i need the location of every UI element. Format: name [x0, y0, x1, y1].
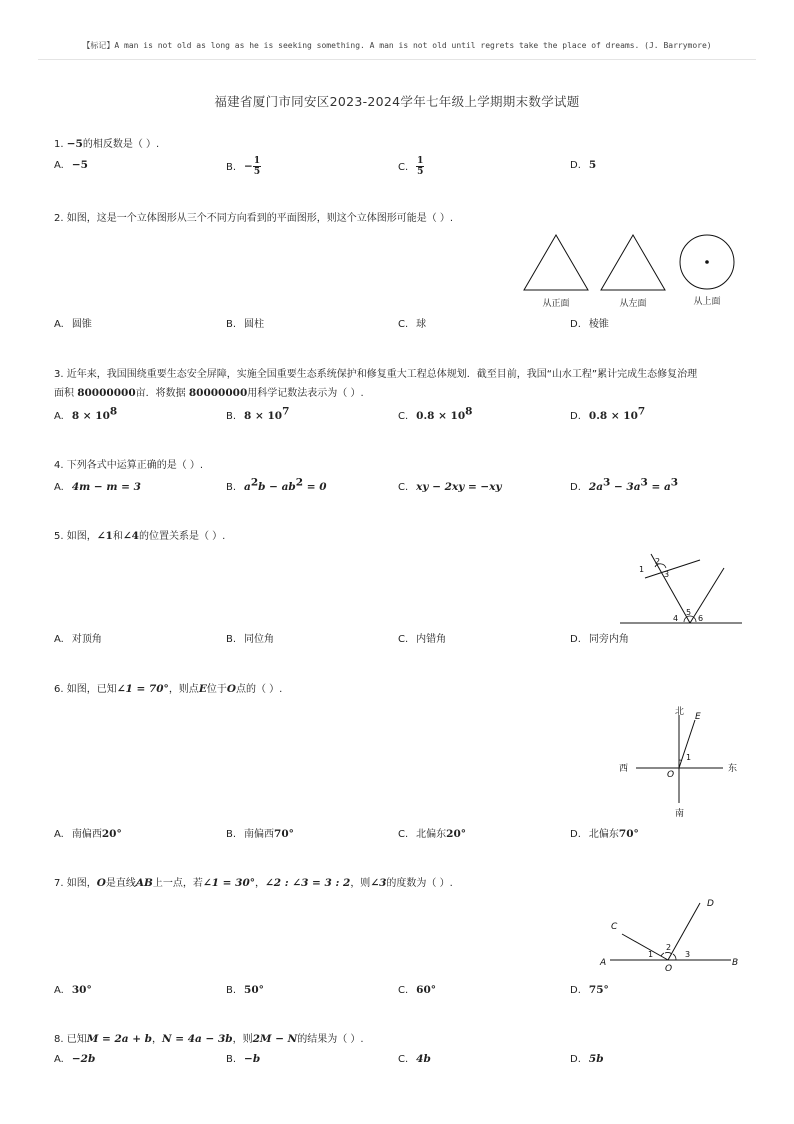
- angle-2-label: 2: [666, 943, 672, 952]
- question-2: 2. 如图，这是一个立体图形从三个不同方向看到的平面图形，则这个立体图形可能是（ ）.: [54, 213, 454, 224]
- point-C-label: C: [611, 922, 618, 932]
- point-O-label: O: [665, 964, 673, 974]
- option-b[interactable]: B. $a^2b - ab^2 = 0$: [226, 476, 327, 493]
- top-view-center-dot: [705, 260, 709, 264]
- question-1-options: [54, 156, 744, 177]
- question-5-options: [54, 631, 744, 649]
- question-8-options: [54, 1050, 744, 1068]
- option-c[interactable]: C. 球: [398, 319, 427, 330]
- ray-OD: [668, 903, 700, 960]
- angle-label-3: 3: [664, 570, 670, 579]
- angle-label-1: 1: [639, 565, 645, 574]
- option-c[interactable]: C. $0.8 \times 10^8$: [398, 405, 473, 422]
- option-a[interactable]: A. 30°: [54, 984, 92, 996]
- question-6-options: [54, 825, 744, 843]
- question-3-line-2: 面积 80000000亩．将数据 80000000用科学记数法表示为（ ）.: [54, 387, 364, 399]
- option-d[interactable]: D. 北偏东70°: [570, 828, 639, 840]
- east-label: 东: [728, 764, 738, 774]
- question-2-options: [54, 316, 744, 334]
- option-d[interactable]: D. 5: [570, 159, 597, 171]
- header-divider: [38, 59, 756, 60]
- option-d[interactable]: D. 同旁内角: [570, 634, 629, 645]
- option-d[interactable]: D. 5b: [570, 1053, 604, 1065]
- front-view-triangle: [524, 235, 588, 290]
- option-a[interactable]: A. 圆锥: [54, 319, 92, 330]
- option-c[interactable]: C. xy − 2xy = −xy: [398, 481, 502, 493]
- page-title: 福建省厦门市同安区2023-2024学年七年级上学期期末数学试题: [214, 94, 580, 109]
- three-views-figure: [515, 230, 745, 312]
- front-view-label: 从正面: [542, 299, 570, 309]
- left-view-triangle: [601, 235, 665, 290]
- option-c[interactable]: C. 60°: [398, 984, 437, 996]
- option-b[interactable]: B. $8 \times 10^7$: [226, 405, 290, 422]
- slant-line-right: [690, 568, 724, 623]
- option-d[interactable]: D. 75°: [570, 984, 609, 996]
- question-7: 7. 如图，O是直线AB上一点，若∠1 = 30°，∠2 : ∠3 = 3 : 2，则∠3的度数为（ ）.: [54, 877, 453, 889]
- point-D-label: D: [707, 899, 714, 909]
- option-b[interactable]: B. 50°: [226, 984, 264, 996]
- option-b[interactable]: B. 同位角: [226, 634, 275, 645]
- angle-label-5: 5: [686, 608, 692, 617]
- angle-label-6: 6: [698, 614, 704, 623]
- question-4: 4. 下列各式中运算正确的是（ ）.: [54, 460, 204, 471]
- question-1: 1. −5的相反数是（ ）.: [54, 138, 160, 150]
- point-A-label: A: [600, 958, 607, 968]
- angle-3-label: 3: [685, 950, 691, 959]
- question-6: 6. 如图，已知∠1 = 70°，则点E位于O点的（ ）.: [54, 683, 283, 695]
- ray-OC: [622, 934, 668, 960]
- option-c[interactable]: C. 北偏东20°: [398, 828, 467, 840]
- header-motto: 【标记】A man is not old as long as he is seeking something. A man is not old until regrets take the place of dreams. (J. Barrymore): [82, 41, 712, 50]
- question-4-options: [54, 478, 744, 496]
- point-B-label: B: [732, 958, 739, 968]
- question-8: 8. 已知M = 2a + b，N = 4a − 3b，则2M − N的结果为（ ）.: [54, 1033, 364, 1045]
- question-5: 5. 如图，∠1和∠4的位置关系是（ ）.: [54, 530, 226, 542]
- compass-figure: [615, 700, 745, 824]
- line-AB-figure: [595, 893, 745, 975]
- point-O-label: O: [667, 770, 675, 780]
- option-b[interactable]: B. − $\frac{1}{5}$: [226, 156, 261, 177]
- option-c[interactable]: C. 4b: [398, 1053, 431, 1065]
- option-a[interactable]: A. −2b: [54, 1053, 96, 1065]
- angle-label-4: 4: [673, 614, 679, 623]
- angles-figure: [615, 548, 745, 628]
- angle-label-2: 2: [655, 557, 661, 566]
- option-a[interactable]: A. 4m − m = 3: [54, 481, 141, 493]
- option-b[interactable]: B. 圆柱: [226, 319, 265, 330]
- north-label: 北: [675, 707, 685, 717]
- angle-arc: [661, 953, 664, 956]
- angle-1-label: 1: [686, 753, 692, 762]
- option-d[interactable]: D. $2a^3 - 3a^3 = a^3$: [570, 476, 679, 493]
- fraction: $\frac{1}{5}$: [417, 156, 424, 177]
- option-b[interactable]: B. 南偏西70°: [226, 828, 294, 840]
- option-a[interactable]: A. 南偏西20°: [54, 828, 122, 840]
- question-7-options: [54, 981, 744, 999]
- question-3: [54, 365, 744, 403]
- angle-1-label: 1: [648, 950, 654, 959]
- option-c[interactable]: C. $\frac{1}{5}$: [398, 156, 424, 177]
- point-E-label: E: [695, 712, 701, 722]
- question-3-options: [54, 407, 744, 425]
- top-transversal: [645, 560, 700, 578]
- option-d[interactable]: D. 棱锥: [570, 319, 609, 330]
- south-label: 南: [675, 809, 685, 819]
- left-view-label: 从左面: [619, 299, 647, 309]
- option-a[interactable]: A. $8 \times 10^8$: [54, 405, 118, 422]
- option-a[interactable]: A. −5: [54, 159, 88, 171]
- angle-arc: [673, 954, 676, 960]
- top-view-label: 从上面: [693, 297, 721, 307]
- option-b[interactable]: B. −b: [226, 1053, 261, 1065]
- option-a[interactable]: A. 对顶角: [54, 634, 102, 645]
- west-label: 西: [619, 764, 629, 774]
- fraction: $\frac{1}{5}$: [253, 156, 261, 177]
- option-c[interactable]: C. 内错角: [398, 634, 447, 645]
- option-d[interactable]: D. $0.8 \times 10^7$: [570, 405, 646, 422]
- question-3-line-1: 3. 近年来，我国围绕重要生态安全屏障，实施全国重要生态系统保护和修复重大工程总体规划．截至目前，我国“山水工程”累计完成生态修复治理: [54, 369, 698, 380]
